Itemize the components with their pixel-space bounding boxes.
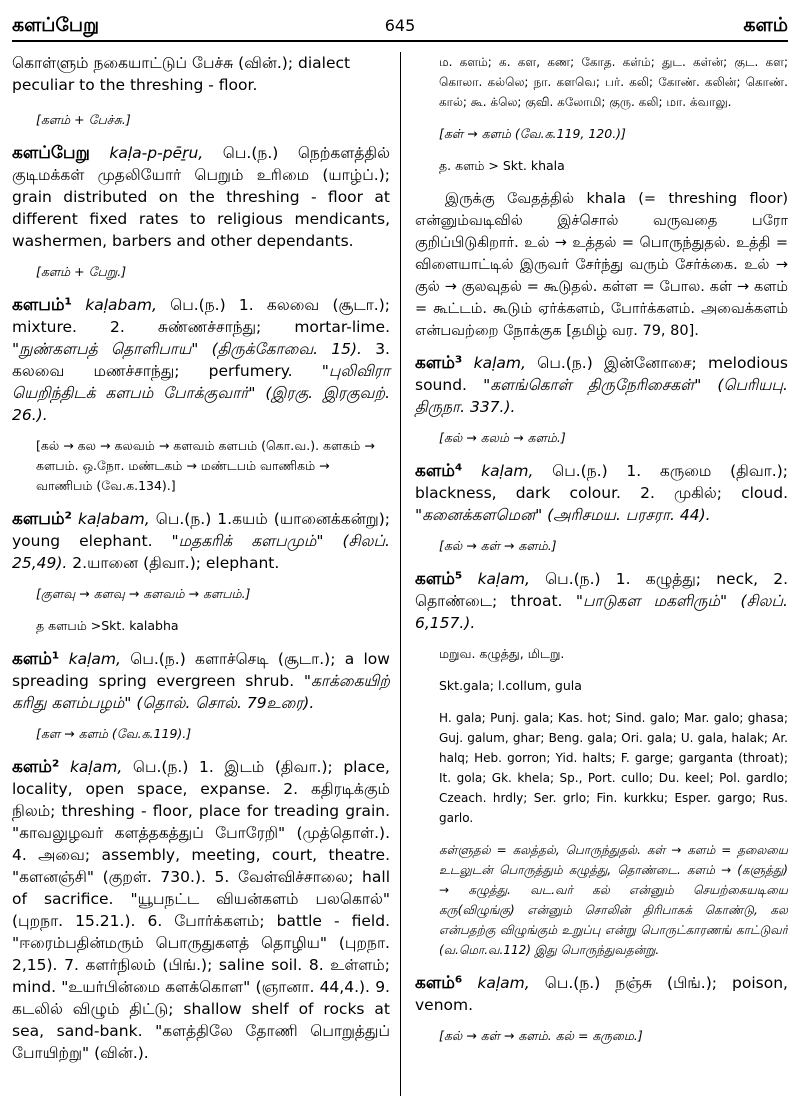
headword: களம்⁵: [415, 569, 463, 589]
synonyms: மறுவ. கழுத்து, மிடறு.: [439, 646, 565, 661]
definition: பெ.(ந.) நெற்களத்தில் குடிமக்கள் முதலியோர் பெறும் உரிமை (யாழ்ப்.); grain distributed on the threshing - floor at different fixed rates to religious mendicants, washermen, barbers and other dependants.: [12, 144, 390, 250]
quotation: "காக்கையிற் கரிது களம்பழம்" (தொல். சொல். 79உரை).: [12, 672, 390, 712]
page-number: 645: [384, 16, 416, 35]
transliteration: kaḷam,: [473, 354, 526, 372]
derivation: [குளவு → களவு → களவம் → களபம்.]: [36, 586, 251, 601]
derivation: [கல் → கள் → களம். கல் = கருமை.]: [439, 1028, 643, 1043]
definition: பெ.(ந.) 1. கலவை (சூடா.); mixture. 2. சுண்ணச்சாந்து; mortar-lime.: [12, 296, 390, 336]
quotation: "நுண்களபத் தொளிபாய" (திருக்கோவை. 15).: [12, 340, 362, 358]
headword: களம்⁶: [415, 973, 463, 993]
derivation: [கல் → கள் → களம்.]: [439, 538, 557, 553]
definition: 2.யானை (திவா.); elephant.: [72, 554, 280, 572]
transliteration: kaḷam,: [481, 462, 534, 480]
transliteration: kaḷabam,: [78, 510, 150, 528]
quotation: "பாடுகள மகளிரும்" (சிலப். 6,157.).: [415, 592, 788, 632]
etymology-paragraph: இருக்கு வேதத்தில் khala (= threshing floor) என்னும்வடிவில் இச்சொல் வருவதை பரோ குறிப்பிடுகிறார். உல் → உத்தல் = பொருந்துதல். உத்தி = விளையாட்டில் இருவர் சேர்ந்து வரும் சேர்க்கை. உல் → குல் → குலவுதல் = கூடுதல். கள்ள = போல. கள் → களம் = கூட்டம். கூடும் ஏர்க்களம், போர்க்களம். அவைக்களம் என்பவற்றை நோக்குக [தமிழ் வர. 79, 80].: [415, 191, 788, 339]
headword: களம்¹: [12, 649, 60, 669]
derivation: [களம் + பேறு.]: [36, 264, 127, 279]
right-column: [400, 52, 788, 1096]
definition: பெ.(ந.) 1.கயம் (யானைக்கன்று); young elephant.: [12, 510, 390, 550]
entry-kalam-3: [415, 352, 788, 418]
entry-kalam-6: [415, 972, 788, 1016]
definition: பெ.(ந.) களாச்செடி (சூடா.); a low spreading spring evergreen shrub.: [12, 650, 390, 690]
entry-kalam-4: [415, 460, 788, 526]
transliteration: kaḷam,: [477, 570, 530, 588]
headword: களம்⁴: [415, 461, 463, 481]
transliteration: kaḷam,: [68, 650, 121, 668]
quotation: "களங்கொள் திருநேரிசைகள்" (பெரியபு. திருநா. 337.).: [415, 376, 788, 416]
quotation: "மதகரிக் களபமும்" (சிலப். 25,49).: [12, 532, 390, 572]
headword: களம்²: [12, 757, 60, 777]
page-header: [12, 14, 788, 42]
definition: பெ.(ந.) 1. கழுத்து; neck, 2. தொண்டை; throat.: [415, 570, 788, 610]
quotation: "கனைக்களமென" (அரிசமய. பரசரா. 44).: [415, 506, 711, 524]
header-left-guideword: களப்பேறு: [12, 14, 99, 36]
entry-kalabam-1: [12, 294, 390, 426]
definition: பெ.(ந.) இன்னோசை; melodious sound.: [415, 354, 788, 394]
continuation-text: கொள்ளும் நகையாட்டுப் பேச்சு (வின்.); dialect peculiar to the threshing - floor.: [12, 54, 351, 94]
cognates-list: H. gala; Punj. gala; Kas. hot; Sind. galo; Mar. galo; ghasa; Guj. galum, ghar; Beng. gala; Ori. gala; U. gala, halak; Ar. halq; Heb. gorron; Yid. halts; F. garge; garganta (throat); It. gola; Gk. khela; Sp., Port. cullo; Du. keel; Pol. gardlo; Czeach. hrdly; Ser. grlo; Fin. kurkku; Esper. gargo; Rus. garlo.: [439, 711, 788, 825]
etymology-note: கள்ளுதல் = கலத்தல், பொருந்துதல். கள் → களம் = தலையை உடலுடன் பொருத்தும் கழுத்து, தொண்டை. களம் → (களுத்து) → கழுத்து. வட.வர் கல் என்னும் செயற்கையடியை கரு(விழுங்கு) என்னும் சொலின் திரிபாகக் கொண்டு, கல என்பதற்கு விழுங்கும் உறுப்பு என்று பொருட்காரணங் காட்டுவர் (வ.மொ.வ.112) இது பொருந்துவதன்று.: [439, 843, 788, 957]
sanskrit-note: த களபம் >Skt. kalabha: [36, 618, 179, 633]
transliteration: kaḷam,: [477, 974, 530, 992]
definition: பெ.(ந.) 1. கருமை (திவா.); blackness, dark colour. 2. முகில்; cloud.: [415, 462, 788, 502]
entry-kalam-2: [12, 756, 390, 1064]
headword: களபம்¹: [12, 295, 72, 315]
header-right-guideword: களம்: [743, 14, 788, 36]
sanskrit-note: Skt.gala; l.collum, gula: [439, 678, 582, 693]
headword: களம்³: [415, 353, 463, 373]
entry-kalabam-2: [12, 508, 390, 574]
definition: 3. கலவை மணச்சாந்து; perfumery.: [12, 340, 390, 380]
derivation: [களம் + பேச்சு.]: [36, 112, 131, 127]
transliteration: kaḷam,: [69, 758, 123, 776]
derivation: [கல் → கலம் → களம்.]: [439, 430, 566, 445]
transliteration: kaḷabam,: [85, 296, 157, 314]
columns: [12, 52, 788, 1096]
definition: பெ.(ந.) 1. இடம் (திவா.); place, locality, open space, expanse. 2. கதிரடிக்கும் நிலம்; threshing - floor, place for treading grain. "காவலுழவர் களத்தகத்துப் போரேறி" (முத்தொள்.). 4. அவை; assembly, meeting, court, theatre. "களனஞ்சி" (குறள். 730.). 5. வேள்விச்சாலை; hall of sacrifice. "யூபநட்ட வியன்களம் பலகொல்" (புறநா. 15.21.). 6. போர்க்களம்; battle - field. "ஈரைம்பதின்மரும் பொருதுகளத் தொழிய" (புறநா. 2,15). 7. களர்நிலம் (பிங்.); saline soil. 8. உள்ளம்; mind. "உயர்பின்மை களக்கொள" (ஞானா. 44,4.). 9. கடலில் விழும் திட்டு; shallow shelf of rocks at sea, sand-bank. "களத்திலே தோணி பொறுத்துப் போயிற்று" (வின்.).: [12, 758, 390, 1062]
derivation: [கள → களம் (வே.க.119).]: [36, 726, 192, 741]
entry-kalam-1: [12, 648, 390, 714]
derivation: [கல் → கல → கலவம் → களவம் களபம் (கொ.வ.). களகம் → களபம். ஒ.நோ. மண்டகம் → மண்டபம் வாணிகம் → வாணிபம் (வே.க.134).]: [36, 438, 375, 493]
derivation: [கள் → களம் (வே.க.119, 120.)]: [439, 126, 626, 141]
quotation: "புலிவிரா யெறிந்திடக் களபம் போக்குவார்" (இரகு. இரகுவற். 26.).: [12, 362, 390, 424]
transliteration: kaḷa-p-pēṟu,: [109, 144, 204, 162]
cognates-list: ம. களம்; க. கள, கண; கோத. கள்ம்; துட. கள்ன்; குட. கள; கொலா. கல்லெ; நா. களவெ; பர். கலி; கோண். கலின்; கொண். கால்; கூ. க்லெ; குவி. கலோமி; குரு. கலி; மா. க்வாலு.: [439, 55, 788, 109]
definition: பெ.(ந.) நஞ்சு (பிங்.); poison, venom.: [415, 974, 788, 1014]
entry-kalam-5: [415, 568, 788, 634]
left-column: [12, 52, 400, 1096]
sanskrit-note: த. களம் > Skt. khala: [439, 158, 565, 173]
headword: களபம்²: [12, 509, 72, 529]
entry-kalapperu: [12, 142, 390, 252]
headword: களப்பேறு: [12, 143, 90, 163]
